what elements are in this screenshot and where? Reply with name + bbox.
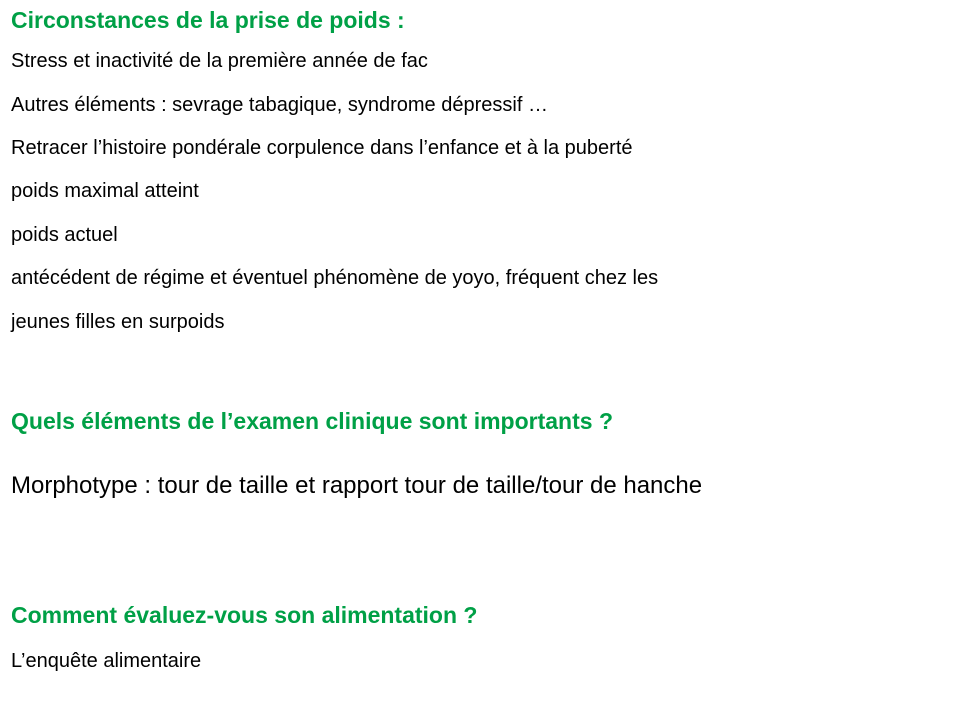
text-line: Autres éléments : sevrage tabagique, syndrome dépressif … bbox=[11, 94, 548, 116]
section-heading-alimentation: Comment évaluez-vous son alimentation ? bbox=[11, 602, 478, 628]
text-line: Stress et inactivité de la première année de fac bbox=[11, 50, 428, 72]
text-line: Morphotype : tour de taille et rapport tour de taille/tour de hanche bbox=[11, 472, 703, 499]
section-heading-circonstances: Circonstances de la prise de poids : bbox=[11, 7, 405, 33]
text-line: poids maximal atteint bbox=[11, 180, 199, 202]
text-line: jeunes filles en surpoids bbox=[11, 311, 225, 333]
text-line: antécédent de régime et éventuel phénomène de yoyo, fréquent chez les bbox=[11, 267, 659, 289]
section-heading-examen-clinique: Quels éléments de l’examen clinique sont importants ? bbox=[11, 408, 613, 434]
text-line: poids actuel bbox=[11, 224, 118, 246]
text-line: L’enquête alimentaire bbox=[11, 650, 202, 672]
text-line: Retracer l’histoire pondérale corpulence dans l’enfance et à la puberté bbox=[11, 137, 633, 159]
